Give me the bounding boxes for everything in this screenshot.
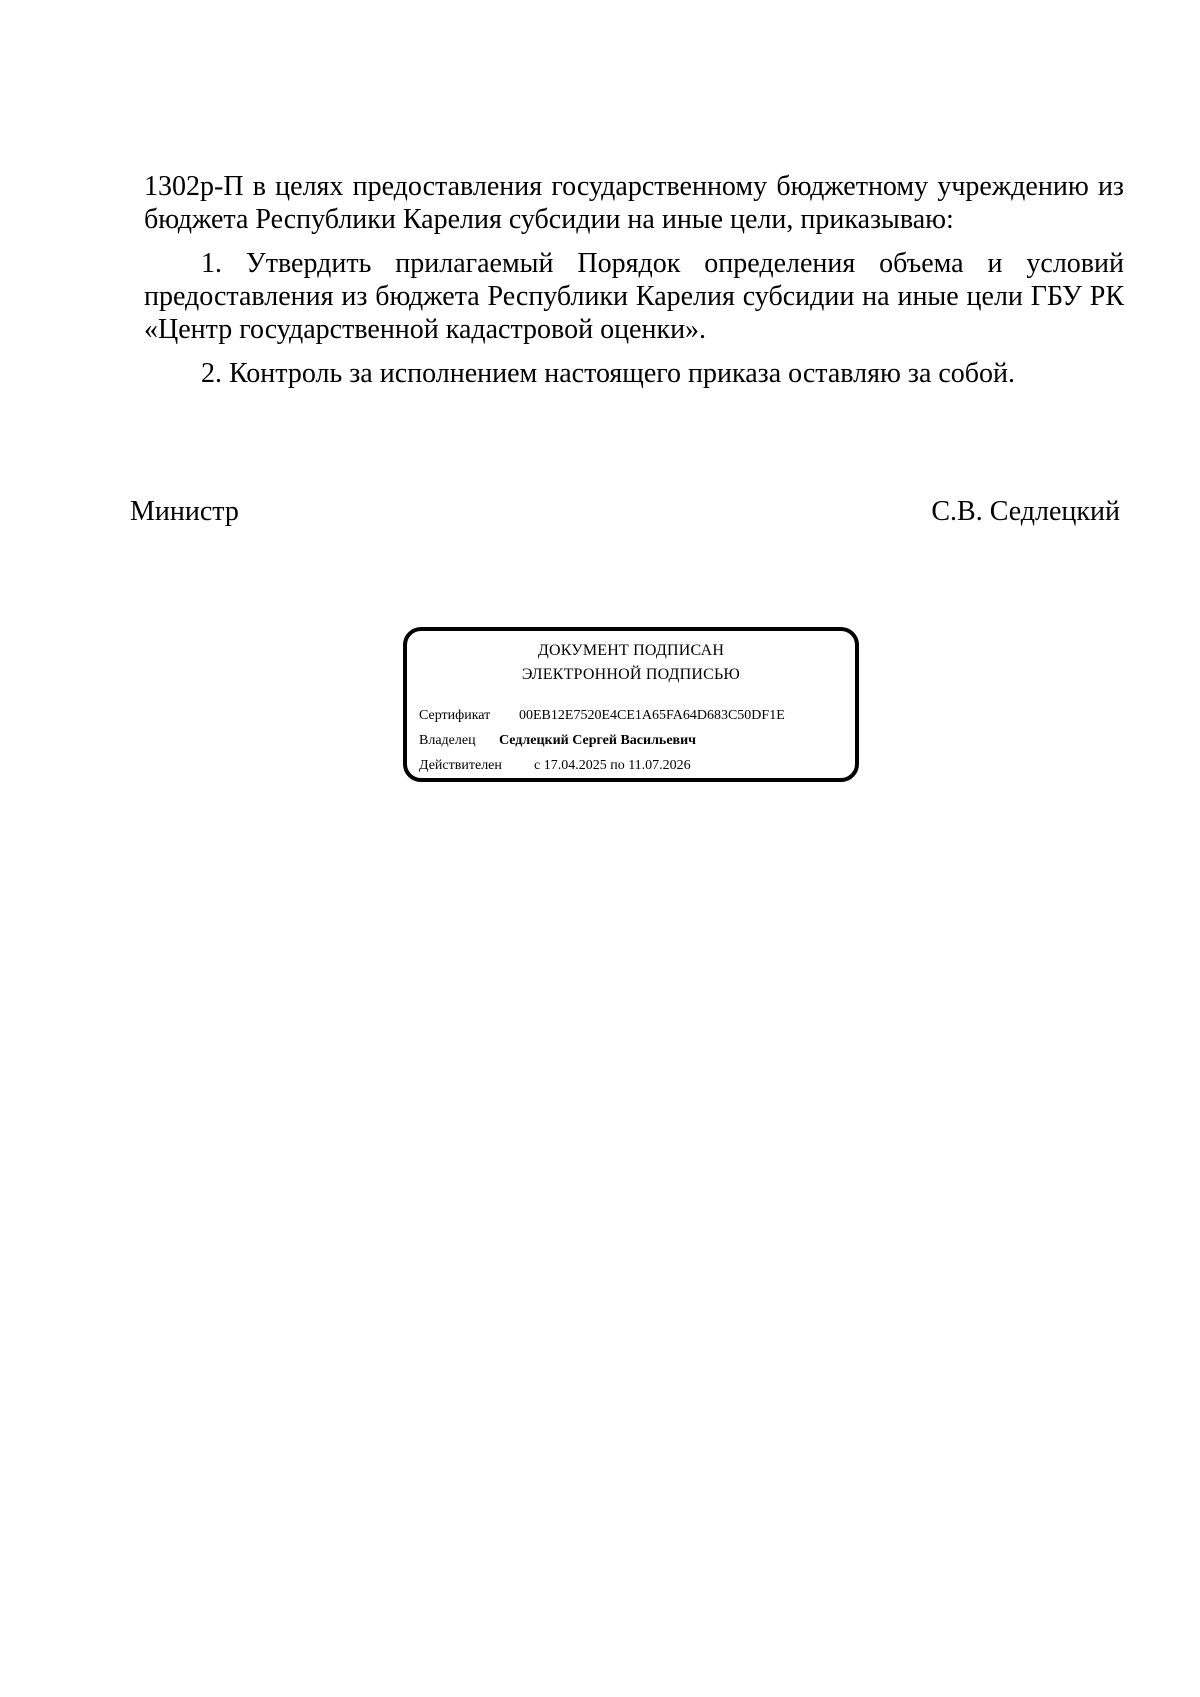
certificate-label: Сертификат xyxy=(419,708,491,723)
owner-value: Седлецкий Сергей Васильевич xyxy=(499,733,697,748)
validity-label: Действителен xyxy=(419,758,502,773)
stamp-owner-row xyxy=(419,731,696,751)
certificate-value: 00EB12E7520E4CE1A65FA64D683C50DF1E xyxy=(519,708,785,723)
stamp-validity-row xyxy=(419,756,691,776)
signature-block xyxy=(130,496,1120,536)
stamp-certificate-row xyxy=(419,706,785,726)
stamp-title-line-2: ЭЛЕКТРОННОЙ ПОДПИСЬЮ xyxy=(521,666,741,683)
order-item-1: 1. Утвердить прилагаемый Порядок определения объема и условий предоставления из бюджета Республики Карелия субсидии на иные цели ГБУ РК «Центр государственной кадастровой оценки». xyxy=(144,248,1124,345)
stamp-title-line-1: ДОКУМЕНТ ПОДПИСАН xyxy=(537,642,725,659)
signer-name: С.В. Седлецкий xyxy=(931,496,1120,527)
validity-value: с 17.04.2025 по 11.07.2026 xyxy=(534,758,691,773)
electronic-signature-stamp xyxy=(403,627,859,782)
owner-label: Владелец xyxy=(419,733,476,748)
preamble-paragraph: 1302р-П в целях предоставления государственному бюджетному учреждению из бюджета Республики Карелия субсидии на иные цели, приказываю: xyxy=(144,171,1124,235)
signer-position: Министр xyxy=(130,496,239,527)
stamp-title xyxy=(407,639,855,687)
order-item-2: 2. Контроль за исполнением настоящего приказа оставляю за собой. xyxy=(201,358,1016,389)
order-body xyxy=(144,170,1124,390)
